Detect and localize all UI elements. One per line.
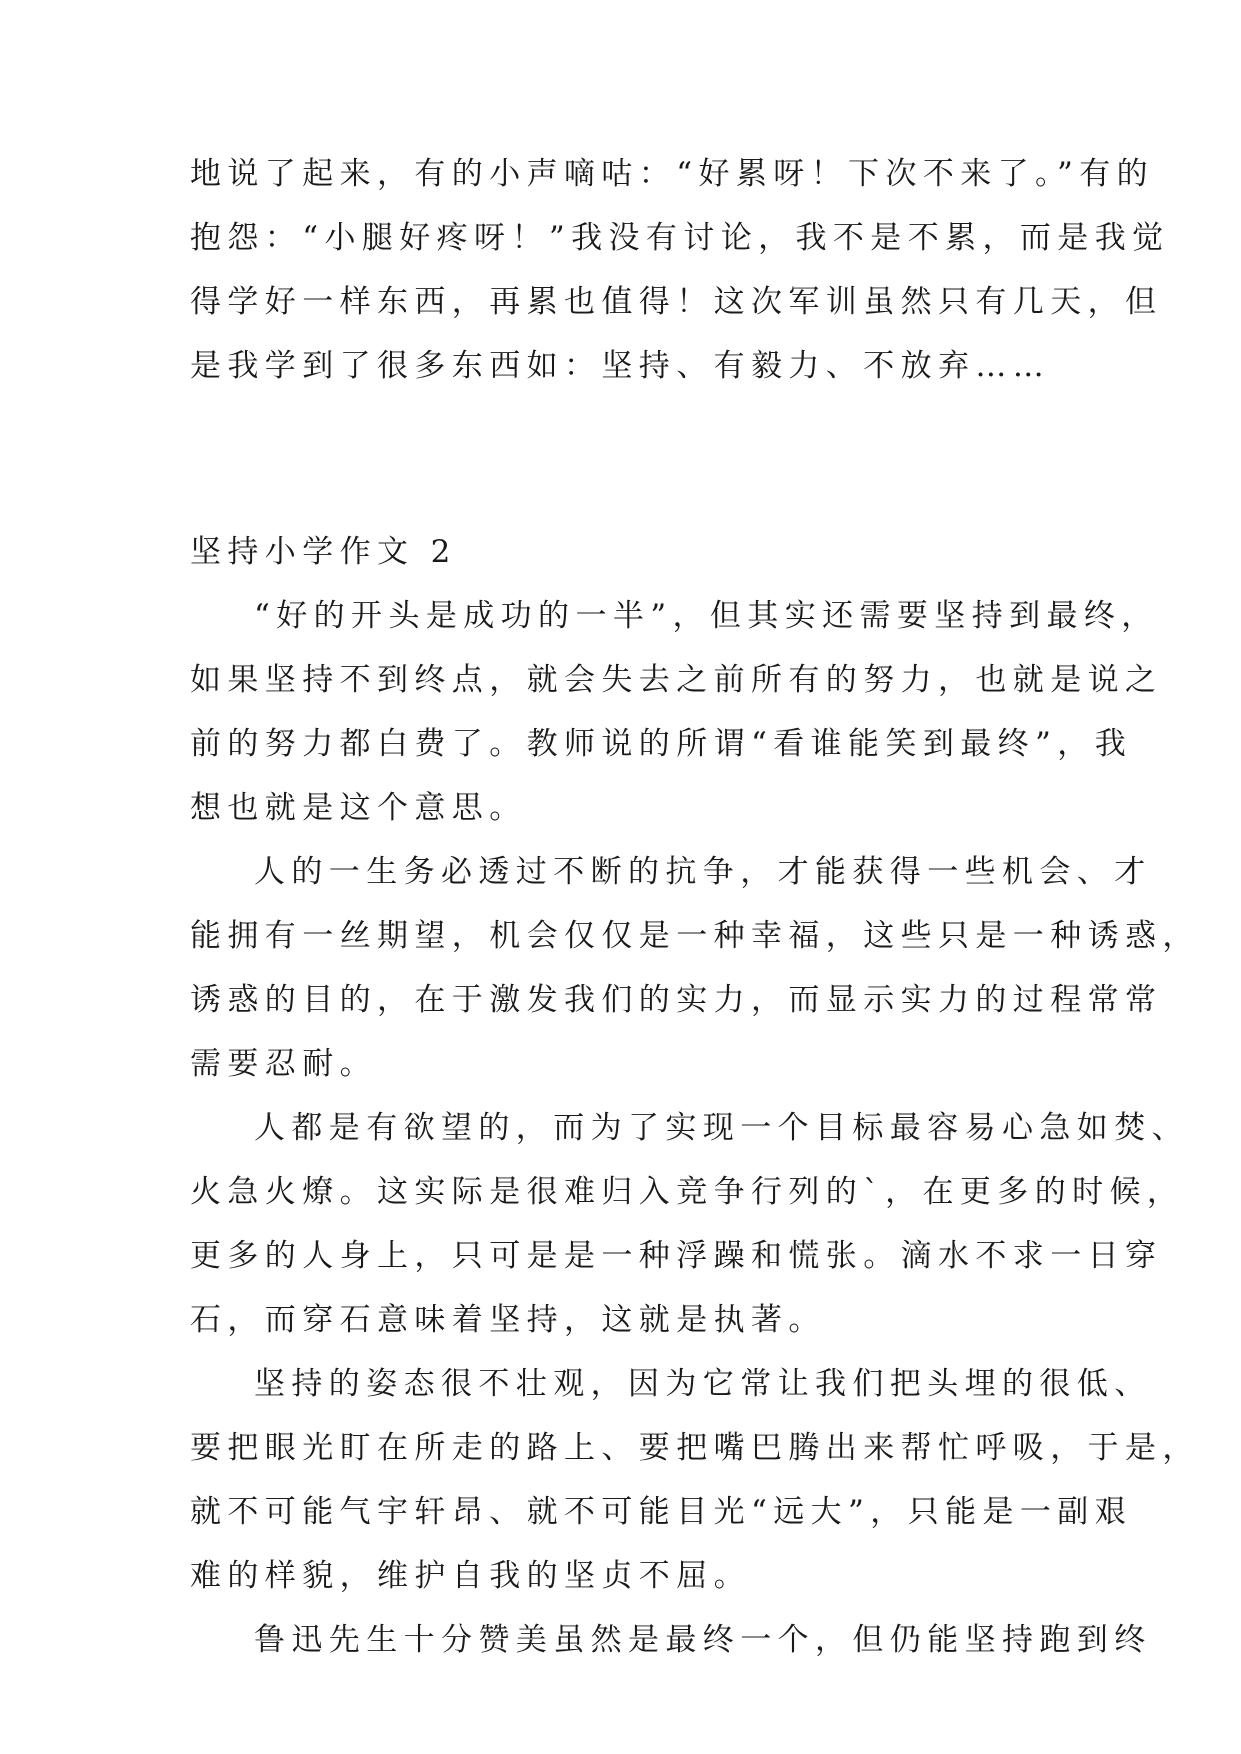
text-line: 就不可能气宇轩昂、就不可能目光“远大”，只能是一副艰: [190, 1494, 1133, 1530]
text-line: 火急火燎。这实际是很难归入竞争行列的`，在更多的时候，: [190, 1174, 1185, 1210]
paragraph-4: [190, 1364, 1200, 1620]
text-line: 得学好一样东西，再累也值得！这次军训虽然只有几天，但: [190, 284, 1163, 320]
text-line: 想也就是这个意思。: [190, 790, 527, 826]
text-line: 地说了起来，有的小声嘀咕：“好累呀！下次不来了。”有的: [190, 156, 1154, 192]
paragraph-5: [190, 1620, 1152, 1684]
text-line: 如果坚持不到终点，就会失去之前所有的努力，也就是说之: [190, 662, 1163, 698]
text-line: 人的一生务必透过不断的抗争，才能获得一些机会、才: [254, 854, 1152, 890]
text-line: “好的开头是成功的一半”，但其实还需要坚持到最终，: [254, 598, 1159, 634]
intro-paragraph: [190, 154, 1170, 410]
section-spacer: [190, 410, 1060, 532]
text-line: 是我学到了很多东西如：坚持、有毅力、不放弃……: [190, 348, 1051, 384]
document-page: [190, 154, 1200, 1684]
text-line: 抱怨：“小腿好疼呀！”我没有讨论，我不是不累，而是我觉: [190, 220, 1170, 256]
text-line: 更多的人身上，只可是是一种浮躁和慌张。滴水不求一日穿: [190, 1238, 1163, 1274]
section-heading: 坚持小学作文 2: [190, 534, 457, 570]
text-line: 前的努力都白费了。教师说的所谓“看谁能笑到最终”，我: [190, 726, 1133, 762]
text-line: 要把眼光盯在所走的路上、要把嘴巴腾出来帮忙呼吸，于是，: [190, 1430, 1200, 1466]
text-line: 诱惑的目的，在于激发我们的实力，而显示实力的过程常常: [190, 982, 1163, 1018]
text-line: 坚持的姿态很不壮观，因为它常让我们把头埋的很低、: [254, 1366, 1152, 1402]
text-line: 需要忍耐。: [190, 1046, 377, 1082]
paragraph-2: [190, 852, 1200, 1108]
text-line: 石，而穿石意味着坚持，这就是执著。: [190, 1302, 826, 1338]
paragraph-1: [190, 596, 1163, 852]
text-line: 鲁迅先生十分赞美虽然是最终一个，但仍能坚持跑到终: [254, 1622, 1152, 1658]
text-line: 能拥有一丝期望，机会仅仅是一种幸福，这些只是一种诱惑，: [190, 918, 1200, 954]
text-line: 难的样貌，维护自我的坚贞不屈。: [190, 1558, 751, 1594]
text-line: 人都是有欲望的，而为了实现一个目标最容易心急如焚、: [254, 1110, 1189, 1146]
paragraph-3: [190, 1108, 1189, 1364]
